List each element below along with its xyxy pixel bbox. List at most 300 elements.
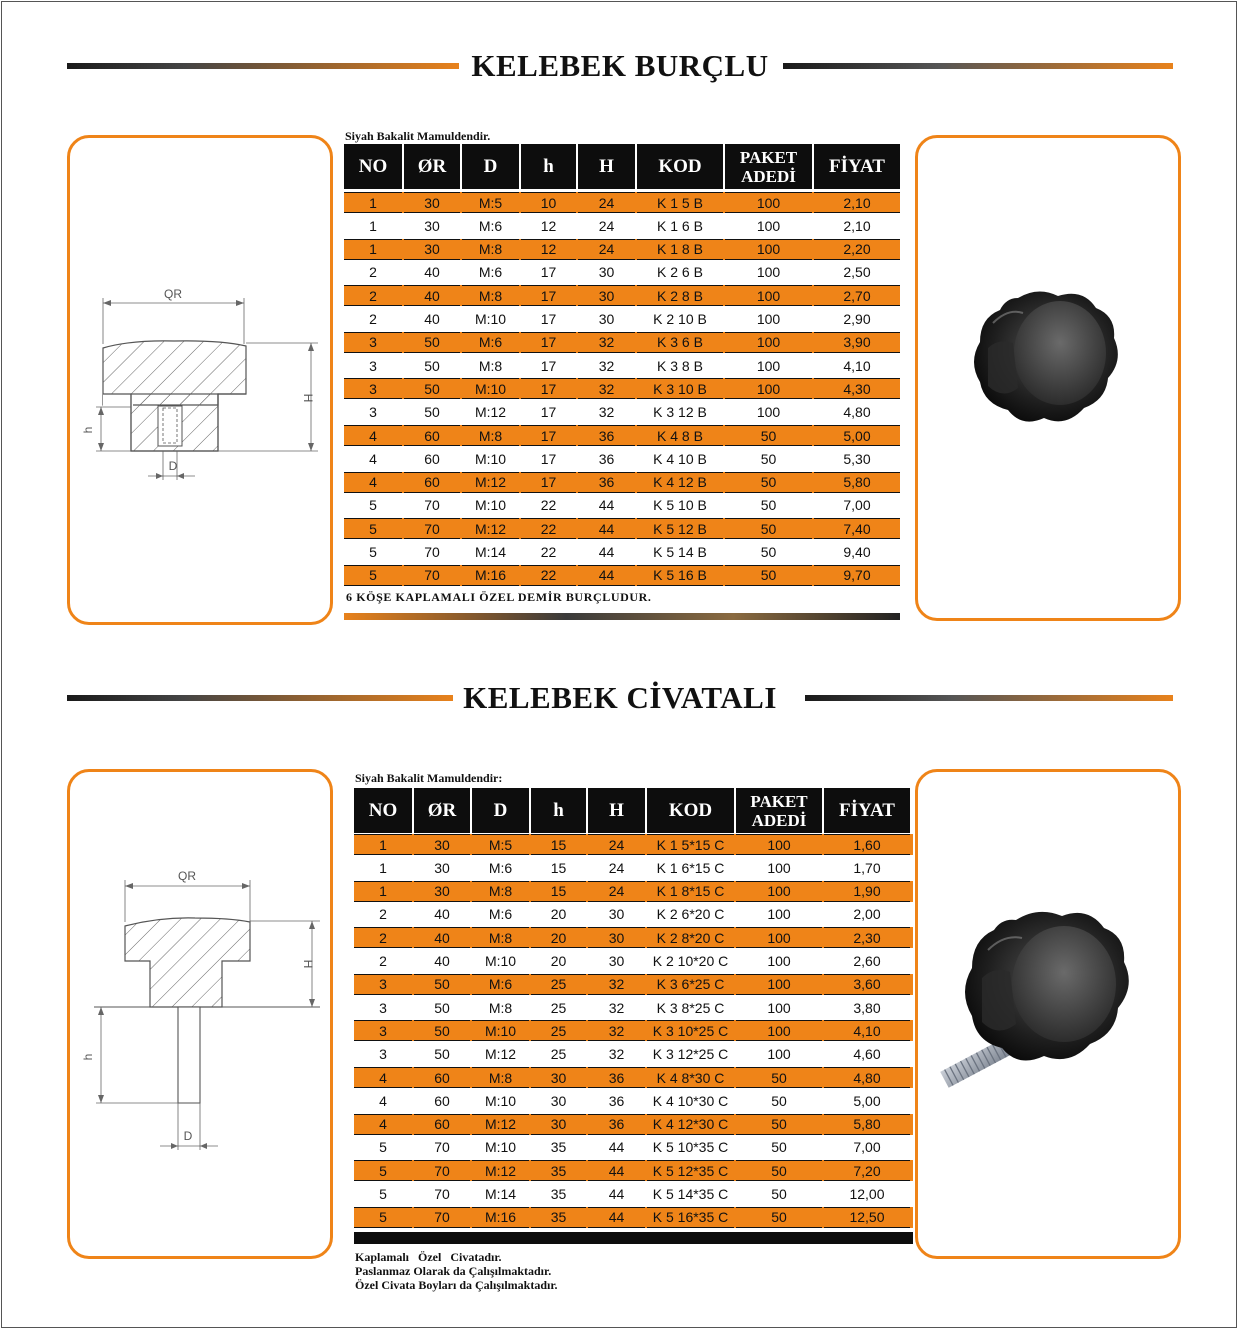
column-header: D <box>462 144 519 189</box>
table-cell: 3 <box>344 332 402 353</box>
table-cell: 70 <box>414 1207 470 1228</box>
table-cell: M:8 <box>472 881 529 902</box>
table-cell: 3,80 <box>853 999 881 1016</box>
table-cell: 50 <box>404 332 460 353</box>
table-cell: M:6 <box>472 974 529 995</box>
table-cell: M:10 <box>474 450 507 467</box>
table-cell: 100 <box>725 285 812 306</box>
table-cell: 5,80 <box>814 472 900 493</box>
table-cell: 2 <box>369 311 377 327</box>
section2-product-photo-box <box>915 769 1181 1259</box>
table-cell: K 3 12*25 C <box>652 1046 729 1063</box>
table-row <box>354 1160 913 1181</box>
table-cell: M:8 <box>462 425 519 446</box>
table-cell: 50 <box>434 1046 450 1063</box>
table-cell: 25 <box>550 999 567 1016</box>
table-cell: 44 <box>608 1139 625 1156</box>
table-cell: 44 <box>588 1160 645 1181</box>
table-cell: 36 <box>578 425 635 446</box>
table-cell: 36 <box>598 450 615 467</box>
table-cell: 1 <box>354 881 412 902</box>
table-cell: 1 <box>344 192 402 213</box>
table-cell: K 4 12*30 C <box>647 1114 734 1135</box>
table-cell: 7,20 <box>824 1160 910 1181</box>
table-row <box>344 239 900 260</box>
table-cell: M:8 <box>462 239 519 260</box>
table-cell: 50 <box>771 1186 787 1202</box>
table-cell: 12 <box>540 217 557 234</box>
table-cell: 2 <box>379 906 387 923</box>
table-cell: 25 <box>531 1020 586 1041</box>
table-cell: 3 <box>344 378 402 399</box>
table-row <box>344 495 900 516</box>
table-cell: 1 <box>379 859 387 876</box>
table-cell: 32 <box>578 378 635 399</box>
column-header: h <box>531 788 586 833</box>
table-cell: 1,90 <box>824 881 910 902</box>
table-cell: 35 <box>550 1139 567 1156</box>
table-cell: 35 <box>550 1186 567 1202</box>
table-cell: M:8 <box>472 1067 529 1088</box>
table-cell: 70 <box>404 518 460 539</box>
bushing-technical-drawing <box>70 138 330 622</box>
footer-note-custom-lengths: Özel Civata Boyları da Çalışılmaktadır. <box>355 1278 558 1292</box>
bolt-knob-technical-drawing <box>70 772 330 1256</box>
table-cell: 32 <box>588 1020 645 1041</box>
table-row <box>344 309 900 330</box>
table-cell: 1,60 <box>824 834 910 855</box>
section1-bottom-rule <box>344 613 900 620</box>
table-cell: 36 <box>588 1067 645 1088</box>
table-cell: 5 <box>369 497 377 514</box>
table-cell: 4 <box>354 1067 412 1088</box>
d-dimension-label: D <box>168 459 178 473</box>
column-header: FİYAT <box>814 144 900 189</box>
table-cell: 100 <box>756 311 781 327</box>
table-cell: K 1 5*15 C <box>647 834 734 855</box>
table-cell: 4,10 <box>843 357 871 374</box>
table-cell: K 3 6*25 C <box>647 974 734 995</box>
table-cell: 30 <box>531 1067 586 1088</box>
table-cell: 100 <box>767 1046 791 1063</box>
table-cell: 3 <box>354 974 412 995</box>
table-row <box>354 904 913 925</box>
table-cell: K 4 8*30 C <box>647 1067 734 1088</box>
section2-material-note: Siyah Bakalit Mamuldendir: <box>355 771 503 785</box>
table-cell: 70 <box>404 565 460 586</box>
table-cell: 60 <box>424 450 440 467</box>
column-header: PAKET ADEDİ <box>736 788 822 833</box>
table-cell: 50 <box>725 565 812 586</box>
table-row <box>344 542 900 563</box>
table-cell: 5 <box>344 565 402 586</box>
table-cell: 60 <box>414 1067 470 1088</box>
table-cell: 40 <box>404 285 460 306</box>
table-cell: 17 <box>521 472 576 493</box>
table-cell: 100 <box>736 834 822 855</box>
table-cell: 20 <box>531 927 586 948</box>
section1-footer-note: 6 KÖŞE KAPLAMALI ÖZEL DEMİR BURÇLUDUR. <box>346 590 652 604</box>
table-cell: 5 <box>354 1160 412 1181</box>
table-cell: 40 <box>424 311 440 327</box>
table-row <box>354 1114 913 1135</box>
column-header: ØR <box>414 788 470 833</box>
table-cell: M:8 <box>462 285 519 306</box>
table-cell: 40 <box>434 906 450 923</box>
table-cell: M:10 <box>484 953 517 969</box>
table-cell: 2,70 <box>814 285 900 306</box>
table-cell: 60 <box>404 472 460 493</box>
table-cell: K 2 8*20 C <box>647 927 734 948</box>
table-cell: 9,40 <box>843 544 871 560</box>
table-cell: 12,00 <box>849 1186 885 1202</box>
table-cell: 3,90 <box>814 332 900 353</box>
table-cell: 70 <box>414 1160 470 1181</box>
table-cell: 2,30 <box>824 927 910 948</box>
table-cell: 50 <box>434 999 450 1016</box>
table-cell: 5 <box>379 1139 387 1156</box>
table-cell: M:12 <box>472 1160 529 1181</box>
table-cell: 7,40 <box>814 518 900 539</box>
table-row <box>344 192 900 213</box>
table-cell: M:10 <box>474 497 507 514</box>
section1-drawing-box <box>67 135 333 625</box>
column-header: KOD <box>647 788 734 833</box>
table-cell: 5,00 <box>853 1092 881 1109</box>
table-row <box>344 565 900 586</box>
table-cell: 30 <box>608 906 625 923</box>
table-row <box>354 857 913 878</box>
table-cell: M:12 <box>474 404 507 421</box>
table-cell: 4 <box>379 1092 387 1109</box>
table-cell: 12,50 <box>824 1207 910 1228</box>
section2-title: KELEBEK CİVATALI <box>463 680 777 715</box>
table-cell: 4,60 <box>853 1046 881 1063</box>
section2-bottom-rule <box>354 1232 913 1244</box>
table-row <box>354 974 913 995</box>
table-cell: 3 <box>369 404 377 421</box>
table-row <box>344 425 900 446</box>
table-cell: 36 <box>608 1092 625 1109</box>
table-cell: 17 <box>540 264 557 281</box>
table-cell: 30 <box>598 311 615 327</box>
d-dimension-label: D <box>183 1129 193 1143</box>
table-cell: K 3 6 B <box>637 332 723 353</box>
table-cell: M:6 <box>478 264 503 281</box>
table-cell: 60 <box>414 1114 470 1135</box>
table-cell: M:6 <box>488 906 513 923</box>
table-cell: K 4 12 B <box>637 472 723 493</box>
table-cell: M:10 <box>462 378 519 399</box>
section2-title-row <box>67 678 1173 718</box>
table-cell: 2,50 <box>843 264 871 281</box>
table-cell: 100 <box>767 859 791 876</box>
table-cell: M:10 <box>484 1092 517 1109</box>
table-cell: 100 <box>725 239 812 260</box>
table-cell: M:10 <box>472 1020 529 1041</box>
table-cell: 50 <box>736 1207 822 1228</box>
table-cell: M:10 <box>474 311 507 327</box>
table-cell: 4 <box>354 1114 412 1135</box>
table-cell: M:16 <box>472 1207 529 1228</box>
table-cell: 24 <box>578 192 635 213</box>
table-row <box>354 951 913 972</box>
table-cell: 10 <box>521 192 576 213</box>
table-cell: 50 <box>424 357 440 374</box>
table-cell: 1 <box>369 217 377 234</box>
table-cell: 32 <box>608 999 625 1016</box>
table-cell: 70 <box>434 1139 450 1156</box>
section2-footer-notes <box>355 1250 558 1292</box>
table-cell: 40 <box>414 927 470 948</box>
table-cell: K 3 12 B <box>653 404 707 421</box>
table-cell: 40 <box>434 953 450 969</box>
table-cell: 100 <box>756 357 781 374</box>
table-cell: 2,60 <box>853 953 881 969</box>
table-cell: 32 <box>598 404 615 421</box>
table-cell: 32 <box>578 332 635 353</box>
table-cell: 5,30 <box>843 450 871 467</box>
table-cell: K 2 10 B <box>653 311 707 327</box>
table-cell: 100 <box>736 881 822 902</box>
table-cell: 24 <box>588 881 645 902</box>
table-cell: M:12 <box>462 518 519 539</box>
table-cell: 4 <box>344 472 402 493</box>
table-cell: 2,20 <box>814 239 900 260</box>
table-cell: 25 <box>531 974 586 995</box>
h-large-dimension-label: H <box>301 393 315 403</box>
table-cell: K 5 12*35 C <box>647 1160 734 1181</box>
table-row <box>354 1020 913 1041</box>
table-cell: M:14 <box>474 544 507 560</box>
table-cell: M:8 <box>472 927 529 948</box>
table-row <box>344 518 900 539</box>
table-row <box>344 332 900 353</box>
table-cell: M:8 <box>478 357 503 374</box>
table-cell: K 3 8 B <box>657 357 703 374</box>
table-cell: 20 <box>550 953 567 969</box>
column-header: PAKET ADEDİ <box>725 144 812 189</box>
table-cell: 50 <box>424 404 440 421</box>
qr-dimension-label: QR <box>178 869 196 883</box>
table-cell: 17 <box>521 332 576 353</box>
table-row <box>354 834 913 855</box>
table-cell: 36 <box>578 472 635 493</box>
table-cell: 60 <box>404 425 460 446</box>
table-cell: 17 <box>540 450 557 467</box>
table-cell: K 5 10 B <box>653 497 707 514</box>
section2-drawing-box <box>67 769 333 1259</box>
table-cell: 50 <box>760 544 777 560</box>
table-cell: 50 <box>725 425 812 446</box>
table-cell: K 2 6 B <box>657 264 703 281</box>
table-cell: 2,90 <box>843 311 871 327</box>
table-cell: 100 <box>767 906 791 923</box>
table-cell: 17 <box>540 404 557 421</box>
table-cell: K 5 14*35 C <box>652 1186 729 1202</box>
table-cell: 30 <box>434 859 450 876</box>
table-cell: K 4 10 B <box>653 450 707 467</box>
table-cell: K 5 16 B <box>637 565 723 586</box>
table-cell: 100 <box>725 332 812 353</box>
table-cell: 3 <box>379 999 387 1016</box>
table-cell: 30 <box>608 953 625 969</box>
column-header: KOD <box>637 144 723 189</box>
footer-note-coated: Kaplamalı Özel Civatadır. <box>355 1250 502 1264</box>
table-cell: 44 <box>598 497 615 514</box>
table-cell: 100 <box>756 217 781 234</box>
table-cell: K 1 6*15 C <box>656 859 725 876</box>
table-cell: 1 <box>344 239 402 260</box>
column-header: NO <box>344 144 402 189</box>
table-cell: 4,80 <box>824 1067 910 1088</box>
table-cell: 50 <box>414 1020 470 1041</box>
table-cell: 2,00 <box>853 906 881 923</box>
qr-dimension-label: QR <box>164 287 182 301</box>
table-cell: 5,80 <box>824 1114 910 1135</box>
table-cell: 30 <box>598 264 615 281</box>
table-cell: 50 <box>725 518 812 539</box>
table-row <box>354 1067 913 1088</box>
table-cell: 5 <box>354 1207 412 1228</box>
table-cell: 15 <box>531 834 586 855</box>
table-cell: 30 <box>414 834 470 855</box>
table-row <box>344 355 900 376</box>
table-cell: 24 <box>598 217 615 234</box>
table-cell: 100 <box>736 1020 822 1041</box>
table-cell: 40 <box>424 264 440 281</box>
table-cell: 50 <box>760 497 777 514</box>
table-cell: 2 <box>344 285 402 306</box>
table-cell: K 1 5 B <box>637 192 723 213</box>
table-cell: 5 <box>369 544 377 560</box>
table-cell: M:14 <box>484 1186 517 1202</box>
table-cell: K 1 6 B <box>657 217 703 234</box>
table-cell: M:12 <box>484 1046 517 1063</box>
table-cell: 2 <box>379 953 387 969</box>
table-cell: 22 <box>521 518 576 539</box>
table-row <box>344 285 900 306</box>
table-row <box>354 1044 913 1065</box>
table-row <box>344 472 900 493</box>
knob-bushing-photo <box>918 138 1178 618</box>
table-cell: 30 <box>404 192 460 213</box>
table-cell: 17 <box>521 378 576 399</box>
table-cell: 2,10 <box>814 192 900 213</box>
table-cell: 50 <box>760 450 777 467</box>
table-cell: 1 <box>354 834 412 855</box>
section1-product-photo-box <box>915 135 1181 621</box>
table-cell: 100 <box>736 974 822 995</box>
table-cell: 44 <box>578 565 635 586</box>
table-cell: K 3 10*25 C <box>647 1020 734 1041</box>
h-small-dimension-label: h <box>81 1053 95 1061</box>
table-cell: 25 <box>550 1046 567 1063</box>
table-cell: 24 <box>578 239 635 260</box>
table-cell: 4,10 <box>824 1020 910 1041</box>
footer-note-stainless: Paslanmaz Olarak da Çalışılmaktadır. <box>355 1264 552 1278</box>
table-row <box>344 448 900 469</box>
table-cell: 100 <box>725 192 812 213</box>
table-cell: 100 <box>725 378 812 399</box>
table-cell: 4 <box>344 425 402 446</box>
column-header: FİYAT <box>824 788 910 833</box>
table-cell: 22 <box>521 565 576 586</box>
table-cell: M:12 <box>462 472 519 493</box>
table-cell: 30 <box>588 927 645 948</box>
table-cell: 9,70 <box>814 565 900 586</box>
table-cell: 17 <box>540 357 557 374</box>
table-row <box>354 1137 913 1158</box>
table-cell: 50 <box>414 974 470 995</box>
table-cell: K 2 8 B <box>637 285 723 306</box>
table-cell: 100 <box>756 404 781 421</box>
table-cell: 5 <box>379 1186 387 1202</box>
column-header: NO <box>354 788 412 833</box>
table-cell: K 5 14 B <box>653 544 707 560</box>
table-cell: 100 <box>736 927 822 948</box>
table-cell: M:8 <box>488 999 513 1016</box>
table-cell: 5,00 <box>814 425 900 446</box>
table-cell: 12 <box>521 239 576 260</box>
table-cell: M:6 <box>478 217 503 234</box>
table-cell: 50 <box>736 1160 822 1181</box>
column-header: H <box>578 144 635 189</box>
table-cell: 30 <box>404 239 460 260</box>
table-cell: 17 <box>521 285 576 306</box>
table-cell: 4,80 <box>843 404 871 421</box>
table-cell: M:5 <box>462 192 519 213</box>
table-cell: 70 <box>424 497 440 514</box>
table-cell: 30 <box>578 285 635 306</box>
table-cell: 32 <box>588 974 645 995</box>
h-large-dimension-label: H <box>301 959 315 969</box>
knob-bolt-photo <box>918 772 1178 1256</box>
table-row <box>344 215 900 236</box>
table-cell: 50 <box>771 1139 787 1156</box>
table-cell: K 4 10*30 C <box>652 1092 729 1109</box>
table-cell: 7,00 <box>843 497 871 514</box>
table-cell: 3,60 <box>824 974 910 995</box>
table-cell: 50 <box>736 1114 822 1135</box>
table-cell: 30 <box>531 1114 586 1135</box>
table-cell: 60 <box>434 1092 450 1109</box>
table-cell: 44 <box>578 518 635 539</box>
table-cell: 30 <box>424 217 440 234</box>
table-cell: 100 <box>767 953 791 969</box>
table-cell: K 2 6*20 C <box>656 906 725 923</box>
table-cell: M:10 <box>484 1139 517 1156</box>
table-cell: 70 <box>434 1186 450 1202</box>
table-cell: 24 <box>588 834 645 855</box>
table-cell: M:5 <box>472 834 529 855</box>
section1-material-note: Siyah Bakalit Mamuldendir. <box>345 129 491 143</box>
table-cell: 50 <box>736 1067 822 1088</box>
table-cell: 2 <box>354 927 412 948</box>
table-cell: 44 <box>598 544 615 560</box>
table-cell: K 1 8 B <box>637 239 723 260</box>
table-cell: 50 <box>771 1092 787 1109</box>
table-cell: K 2 10*20 C <box>652 953 729 969</box>
table-cell: M:6 <box>462 332 519 353</box>
table-cell: 44 <box>588 1207 645 1228</box>
table-row <box>354 881 913 902</box>
table-cell: 2,10 <box>843 217 871 234</box>
table-cell: 50 <box>725 472 812 493</box>
table-cell: 2 <box>369 264 377 281</box>
column-header: H <box>588 788 645 833</box>
table-row <box>354 1090 913 1111</box>
